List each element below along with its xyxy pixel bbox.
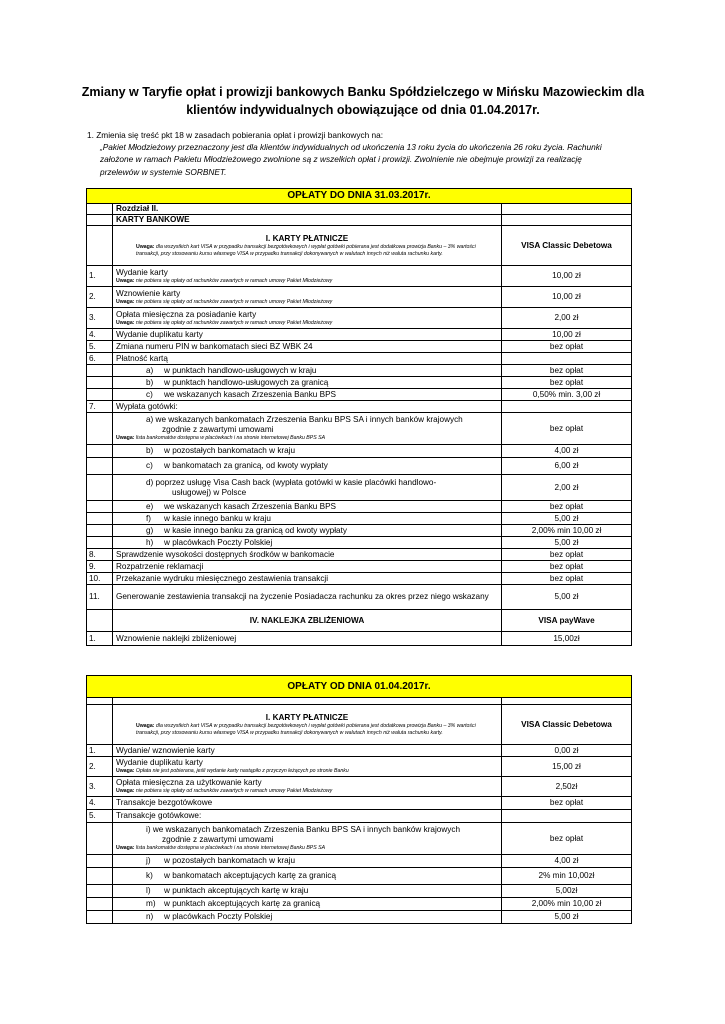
row-value: bez opłat <box>502 573 632 585</box>
row-value: 10,00 zł <box>502 266 632 287</box>
row-number <box>87 855 113 868</box>
row-label: Rozpatrzenie reklamacji <box>113 561 502 573</box>
table-row <box>87 911 632 924</box>
row-value: 5,00 zł <box>502 911 632 924</box>
row-number <box>87 413 113 445</box>
row-value: bez opłat <box>502 549 632 561</box>
section-note: Uwaga: dla wszystkich kart VISA w przypadku transakcji bezgotówkowych i wypłat gotówki pobierana jest dodatkowa prowizja Banku – 3% wartości transakcji, przy stosowaniu kursu własnego VISA w przypadku transakcji dokonywanych w walutach innych niż waluta rachunku karty. <box>136 723 476 736</box>
row-value: bez opłat <box>502 341 632 353</box>
column-header: VISA payWave <box>502 610 632 632</box>
row-label: Wydanie duplikatu karty <box>113 329 502 341</box>
fees-table-from-2017-04-01: OPŁATY OD DNIA 01.04.2017r. I. KARTY PŁATNICZE Uwaga: dla wszystkich kart VISA w przypadku transakcji bezgotówkowych i wypłat gotówki pobierana jest dodatkowa prowizja Banku – 3% wartości transakcji, przy stosowaniu kursu własnego VISA w przypadku transakcji dokonywanych w walutach innych niż waluta rachunku karty. VISA Classic Debetowa 1. Wydanie/ wznowienie karty 0,00 zł 2. Wydanie duplikatu karty Uwaga: Opłata nie jest pobierana, jeśli wydanie karty nastąpiło z przyczyn leżących po stronie Banku 15,00 zł 3. Opłata miesięczna za użytkowanie karty Uwaga: nie pobiera się opłaty od rachunków zawartych w ramach umowy Pakiet Młodzieżowy 2,50zł 4. Transakcje bezgotówkowe bez opłat 5. Transakcje gotówkowe: i) we wskazanych bankomatach Zrzeszenia Banku BPS SA i innych banków krajowych zgodnie z zawartymi umowami Uwaga: lista bankomatów dostępna w placówkach i na stronie internetowej Banku BPS SA bez opłat j) w pozostałych bankomatach w kraju 4,00 zł k) w bankomatach akceptujących kartę za granicą 2% min 10,00zł l) w punktach akceptujących kartę w kraju 5,00zł m) w punktach akceptujących kartę za granicą 2,00% min 10,00 zł n) w placówkach Poczty Polskiej 5,00 zł <box>86 675 632 924</box>
row-label: j) w pozostałych bankomatach w kraju <box>113 855 502 868</box>
table-row <box>87 898 632 911</box>
row-label: d) poprzez usługę Visa Cash back (wypłata gotówki w kasie placówki handlowo- usługowej) w Polsce <box>113 475 502 501</box>
row-value: 4,00 zł <box>502 445 632 458</box>
row-number: 5. <box>87 341 113 353</box>
row-label: Opłata miesięczna za posiadanie karty Uwaga: nie pobiera się opłaty od rachunków zawartych w ramach umowy Pakiet Młodzieżowy <box>113 308 502 329</box>
table-row <box>87 885 632 898</box>
row-label: b) w punktach handlowo-usługowych za granicą <box>113 377 502 389</box>
row-number <box>87 513 113 525</box>
section-row <box>87 610 632 632</box>
row-value: 5,00zł <box>502 885 632 898</box>
row-number <box>87 377 113 389</box>
row-value: 10,00 zł <box>502 287 632 308</box>
row-label: Wydanie karty Uwaga: nie pobiera się opłaty od rachunków zawartych w ramach umowy Pakiet Młodzieżowy <box>113 266 502 287</box>
row-value: bez opłat <box>502 561 632 573</box>
row-value: bez opłat <box>502 501 632 513</box>
row-label: Transakcje bezgotówkowe <box>113 797 502 810</box>
row-value: 5,00 zł <box>502 585 632 610</box>
row-number: 1. <box>87 266 113 287</box>
row-label: Generowanie zestawienia transakcji na życzenie Posiadacza rachunku za okres przez niego wskazany <box>113 585 502 610</box>
row-label: m) w punktach akceptujących kartę za granicą <box>113 898 502 911</box>
row-number <box>87 868 113 885</box>
row-label: g) w kasie innego banku za granicą od kwoty wypłaty <box>113 525 502 537</box>
row-value: bez opłat <box>502 377 632 389</box>
row-label: b) w pozostałych bankomatach w kraju <box>113 445 502 458</box>
row-value <box>502 401 632 413</box>
row-label: Sprawdzenie wysokości dostępnych środków w bankomacie <box>113 549 502 561</box>
table-row <box>87 501 632 513</box>
row-value: 2,50zł <box>502 777 632 797</box>
table-row <box>87 513 632 525</box>
section-title: IV. NAKLEJKA ZBLIŻENIOWA <box>113 610 502 632</box>
row-value: 4,00 zł <box>502 855 632 868</box>
row-number <box>87 898 113 911</box>
row-value: 2,00 zł <box>502 308 632 329</box>
row-number: 2. <box>87 287 113 308</box>
row-value: bez opłat <box>502 365 632 377</box>
table-row <box>87 413 632 445</box>
row-label: Zmiana numeru PIN w bankomatach sieci BZ WBK 24 <box>113 341 502 353</box>
row-number: 8. <box>87 549 113 561</box>
row-value: 10,00 zł <box>502 329 632 341</box>
row-value: 5,00 zł <box>502 513 632 525</box>
row-value: 6,00 zł <box>502 458 632 475</box>
row-label: a) we wskazanych bankomatach Zrzeszenia Banku BPS SA i innych banków krajowych zgodnie z zawartymi umowami Uwaga: lista bankomatów dostępna w placówkach i na stronie internetowej Banku BPS SA <box>113 413 502 445</box>
table-row <box>87 855 632 868</box>
table-row <box>87 287 632 308</box>
row-value: 2,00% min 10,00 zł <box>502 898 632 911</box>
table-row <box>87 389 632 401</box>
table-row <box>87 549 632 561</box>
row-number: 11. <box>87 585 113 610</box>
row-value: 15,00 zł <box>502 757 632 777</box>
row-number: 6. <box>87 353 113 365</box>
table-row <box>87 353 632 365</box>
row-label: h) w placówkach Poczty Polskiej <box>113 537 502 549</box>
row-label: c) w bankomatach za granicą, od kwoty wypłaty <box>113 458 502 475</box>
row-number: 1. <box>87 632 113 646</box>
row-number <box>87 911 113 924</box>
row-label: Przekazanie wydruku miesięcznego zestawienia transakcji <box>113 573 502 585</box>
row-number: 9. <box>87 561 113 573</box>
row-value: bez opłat <box>502 413 632 445</box>
row-value: 2% min 10,00zł <box>502 868 632 885</box>
section-cell <box>113 226 502 266</box>
table-row <box>87 401 632 413</box>
section-note: Uwaga: dla wszystkich kart VISA w przypadku transakcji bezgotówkowych i wypłat gotówki pobierana jest dodatkowa prowizja Banku – 3% wartości transakcji, przy stosowaniu kursu własnego VISA w przypadku transakcji dokonywanych w walutach innych niż waluta rachunku karty. <box>136 244 476 257</box>
table-row <box>87 573 632 585</box>
table-row <box>87 561 632 573</box>
section-title: I. KARTY PŁATNICZE <box>265 234 349 244</box>
table-row <box>87 445 632 458</box>
table-row <box>87 308 632 329</box>
row-number <box>87 537 113 549</box>
table-row <box>87 537 632 549</box>
row-value: bez opłat <box>502 797 632 810</box>
row-label: a) w punktach handlowo-usługowych w kraju <box>113 365 502 377</box>
table-row <box>87 329 632 341</box>
table-row <box>87 585 632 610</box>
row-label: Wypłata gotówki: <box>113 401 502 413</box>
row-label: Wznowienie naklejki zbliżeniowej <box>113 632 502 646</box>
row-value: 2,00% min 10,00 zł <box>502 525 632 537</box>
row-value: 0,00 zł <box>502 745 632 757</box>
list-item-1: 1. Zmienia się treść pkt 18 w zasadach pobierania opłat i prowizji bankowych na: <box>87 130 384 140</box>
column-header: VISA Classic Debetowa <box>502 705 632 745</box>
row-number: 10. <box>87 573 113 585</box>
row-number <box>87 445 113 458</box>
row-number: 4. <box>87 329 113 341</box>
row-label: Płatność kartą <box>113 353 502 365</box>
row-label: f) w kasie innego banku w kraju <box>113 513 502 525</box>
table-row <box>87 365 632 377</box>
row-label: e) we wskazanych kasach Zrzeszenia Banku BPS <box>113 501 502 513</box>
chapter-title: KARTY BANKOWE <box>113 215 502 226</box>
chapter-line: Rozdział II. <box>113 204 502 215</box>
row-number: 7. <box>87 401 113 413</box>
row-label: Opłata miesięczna za użytkowanie karty Uwaga: nie pobiera się opłaty od rachunków zawartych w ramach umowy Pakiet Młodzieżowy <box>113 777 502 797</box>
row-label: n) w placówkach Poczty Polskiej <box>113 911 502 924</box>
row-value <box>502 353 632 365</box>
table-row <box>87 341 632 353</box>
row-value: 0,50% min. 3,00 zł <box>502 389 632 401</box>
row-value: 5,00 zł <box>502 537 632 549</box>
row-label: c) we wskazanych kasach Zrzeszenia Banku BPS <box>113 389 502 401</box>
row-label: Wydanie duplikatu karty Uwaga: Opłata nie jest pobierana, jeśli wydanie karty nastąpiło z przyczyn leżących po stronie Banku <box>113 757 502 777</box>
table-row <box>87 266 632 287</box>
row-label: l) w punktach akceptujących kartę w kraju <box>113 885 502 898</box>
section-cell <box>113 705 502 745</box>
section-title: I. KARTY PŁATNICZE <box>265 713 349 723</box>
row-value: 2,00 zł <box>502 475 632 501</box>
row-label: Wydanie/ wznowienie karty <box>113 745 502 757</box>
document-title: Zmiany w Taryfie opłat i prowizji bankowych Banku Spółdzielczego w Mińsku Mazowieckim dla klientów indywidualnych obowiązujące od dnia 01.04.2017r. <box>81 85 645 117</box>
row-label: k) w bankomatach akceptujących kartę za granicą <box>113 868 502 885</box>
row-label: i) we wskazanych bankomatach Zrzeszenia Banku BPS SA i innych banków krajowych zgodnie z zawartymi umowami Uwaga: lista bankomatów dostępna w placówkach i na stronie internetowej Banku BPS SA <box>113 823 502 855</box>
table-row <box>87 475 632 501</box>
row-label: Transakcje gotówkowe: <box>113 810 502 823</box>
table-row <box>87 458 632 475</box>
row-number <box>87 525 113 537</box>
row-number <box>87 365 113 377</box>
row-number <box>87 458 113 475</box>
table-row <box>87 868 632 885</box>
table-row <box>87 525 632 537</box>
quoted-rule-text: „Pakiet Młodzieżowy przeznaczony jest dla klientów indywidualnych od ukończenia 13 roku życia do ukończenia 26 roku życia. Rachunki założone w ramach Pakietu Młodzieżowego zwolnione są z wszelkich opłat i prowizji. Zwolnienie nie obejmuje prowizji za realizację przelewów w systemie SORBNET. <box>100 142 602 177</box>
row-value: 15,00zł <box>502 632 632 646</box>
table-row <box>87 377 632 389</box>
column-header: VISA Classic Debetowa <box>502 226 632 266</box>
table-header: OPŁATY DO DNIA 31.03.2017r. <box>87 189 632 204</box>
row-number <box>87 475 113 501</box>
row-number <box>87 389 113 401</box>
row-label: Wznowienie karty Uwaga: nie pobiera się opłaty od rachunków zawartych w ramach umowy Pakiet Młodzieżowy <box>113 287 502 308</box>
fees-table-until-2017-03-31 <box>86 188 632 646</box>
row-value: bez opłat <box>502 823 632 855</box>
row-number <box>87 501 113 513</box>
table-row <box>87 632 632 646</box>
row-number <box>87 885 113 898</box>
row-number: 3. <box>87 308 113 329</box>
table-header: OPŁATY OD DNIA 01.04.2017r. <box>87 676 632 698</box>
